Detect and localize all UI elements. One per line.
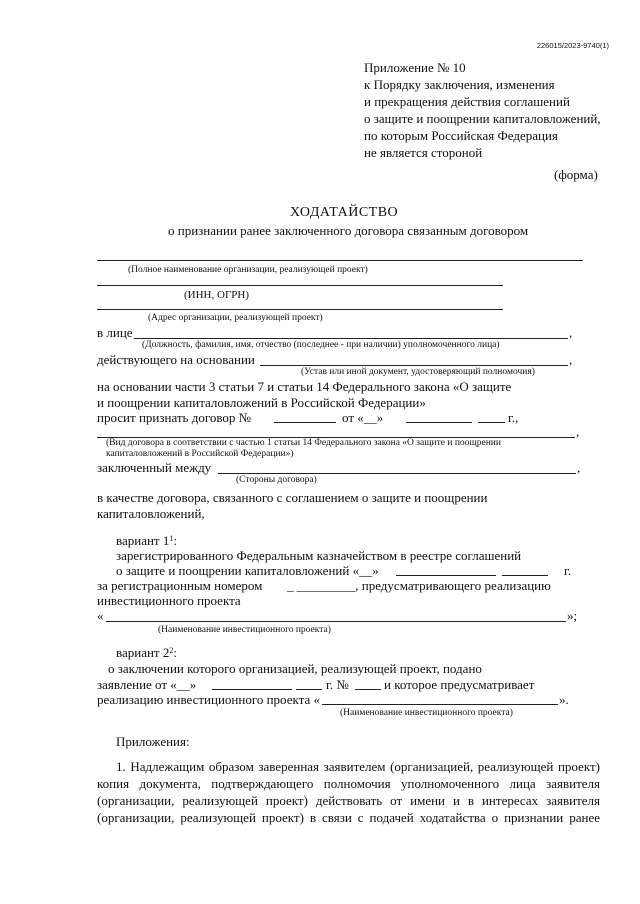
application-year-line[interactable] <box>296 689 322 690</box>
parties-line[interactable] <box>218 473 576 474</box>
project-name-hint: (Наименование инвестиционного проекта) <box>158 625 331 635</box>
application-number-line[interactable] <box>355 689 381 690</box>
person-hint: (Должность, фамилия, имя, отчество (последнее - при наличии) уполномоченного лица) <box>142 340 500 350</box>
close-quote: »; <box>567 608 578 623</box>
request-year: г., <box>508 410 519 425</box>
acting-label: действующего на основании <box>97 352 255 367</box>
attachment-text: (организации, реализующей проект) действовать от имени и в интересах заявителя <box>97 793 600 808</box>
variant1-text: за регистрационным номером <box>97 578 263 593</box>
appendix-line: Приложение № 10 <box>364 60 466 75</box>
related-text: в качестве договора, связанного с соглашением о защите и поощрении <box>97 490 488 505</box>
request-from: от «__» <box>342 410 384 425</box>
variant1-text: о защите и поощрении капиталовложений «__» <box>116 563 379 578</box>
variant2-text: реализацию инвестиционного проекта « <box>97 692 320 707</box>
appendix-line: не является стороной <box>364 145 483 160</box>
contract-type-hint: (Вид договора в соответствии с частью 1 статьи 14 Федерального закона «О защите и поощрении <box>106 438 501 448</box>
document-title: ХОДАТАЙСТВО <box>290 205 399 220</box>
contract-type-hint: капиталовложений в Российской Федерации») <box>106 449 294 459</box>
close-quote: ». <box>559 692 569 707</box>
variant1-text: _ _________, предусматривающего реализацию <box>287 578 551 593</box>
contract-year-line[interactable] <box>478 422 505 423</box>
basis-line[interactable] <box>260 365 568 366</box>
variant1-year-suffix: г. <box>564 563 572 578</box>
project-name-hint: (Наименование инвестиционного проекта) <box>340 708 513 718</box>
attachment-text: 1. Надлежащим образом заверенная заявителем (организацией, реализующей проект) <box>116 759 600 774</box>
appendix-line: о защите и поощрении капиталовложений, <box>364 111 601 126</box>
appendix-line: к Порядку заключения, изменения <box>364 77 555 92</box>
variant1-text: инвестиционного проекта <box>97 593 241 608</box>
variant2-text: и которое предусматривает <box>384 677 535 692</box>
variant1-label: вариант $1^1$: <box>116 533 177 548</box>
project-name-line[interactable] <box>106 621 566 622</box>
comma: , <box>569 325 573 340</box>
law-text: на основании части 3 статьи 7 и статьи 14 Федерального закона «О защите <box>97 379 512 394</box>
variant2-label: вариант $2^2$: <box>116 645 177 660</box>
attachment-text: (организации, реализующей проект) в связи с подачей ходатайства о признании ранее <box>97 810 600 825</box>
contract-month-line[interactable] <box>406 422 472 423</box>
inn-hint: (ИНН, ОГРН) <box>184 289 250 301</box>
parties-hint: (Стороны договора) <box>236 475 317 485</box>
open-quote: « <box>97 608 104 623</box>
basis-hint: (Устав или иной документ, удостоверяющий полномочия) <box>301 367 535 377</box>
form-label: (форма) <box>554 167 598 182</box>
attachment-text: копия документа, подтверждающего полномочия уполномоченного лица заявителя <box>97 776 600 791</box>
related-text: капиталовложений, <box>97 506 205 521</box>
law-text: и поощрении капиталовложений в Российской Федерации» <box>97 395 426 410</box>
document-id: 226015/2023-9740(1) <box>536 41 609 50</box>
in-person-label: в лице <box>97 325 133 340</box>
inn-line[interactable] <box>97 285 503 286</box>
application-date-line[interactable] <box>212 689 292 690</box>
org-name-line[interactable] <box>97 260 583 261</box>
variant2-text: о заключении которого организацией, реализующей проект, подано <box>108 661 482 676</box>
comma: , <box>569 352 573 367</box>
person-line[interactable] <box>134 338 568 339</box>
request-text: просит признать договор № <box>97 410 252 425</box>
comma: , <box>576 424 580 439</box>
comma: , <box>577 460 581 475</box>
address-line[interactable] <box>97 309 503 310</box>
project-name-line-2[interactable] <box>322 704 558 705</box>
variant2-text: заявление от «__» <box>97 677 197 692</box>
document-subtitle: о признании ранее заключенного договора связанным договором <box>168 223 529 238</box>
registry-date-line[interactable] <box>396 575 496 576</box>
contract-number-line[interactable] <box>274 422 336 423</box>
registry-year-line[interactable] <box>502 575 548 576</box>
appendix-line: и прекращения действия соглашений <box>364 94 570 109</box>
appendix-line: по которым Российская Федерация <box>364 128 558 143</box>
concluded-label: заключенный между <box>97 460 212 475</box>
attachments-heading: Приложения: <box>116 734 190 749</box>
variant1-text: зарегистрированного Федеральным казначейством в реестре соглашений <box>116 548 522 563</box>
address-hint: (Адрес организации, реализующей проект) <box>148 313 323 323</box>
variant2-text: г. № <box>326 677 349 692</box>
org-name-hint: (Полное наименование организации, реализующей проект) <box>128 265 368 275</box>
